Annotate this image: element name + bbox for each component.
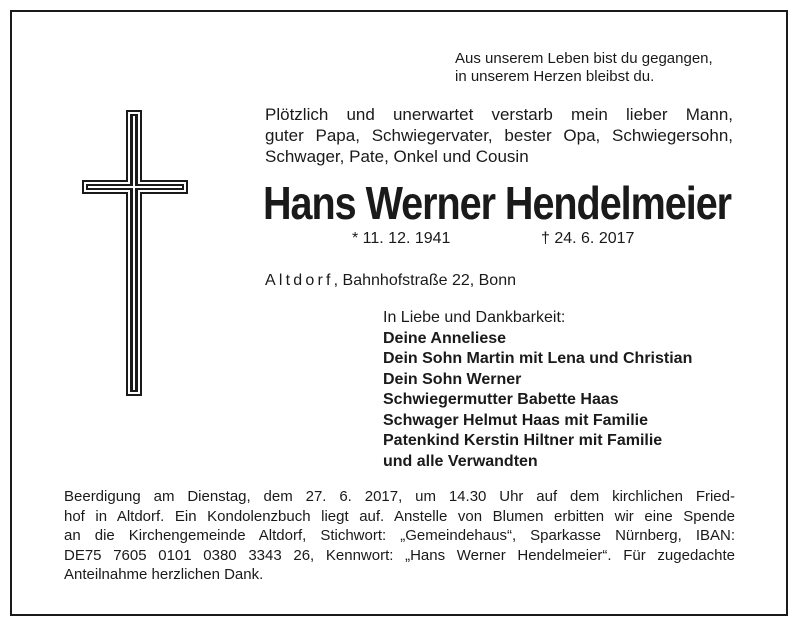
address: [265, 272, 516, 290]
family-member: Deine Anneliese: [383, 329, 507, 347]
family-member: Dein Sohn Werner: [383, 370, 522, 388]
family-member: Schwiegermutter Babette Haas: [383, 391, 619, 408]
family-member: Dein Sohn Martin mit Lena und Christian: [383, 350, 693, 367]
poem: [455, 50, 713, 86]
family-member: Schwager Helmut Haas mit Familie: [383, 411, 648, 429]
address-street: , Bahnhofstraße 22, Bonn: [333, 272, 516, 289]
death-date: † 24. 6. 2017: [541, 230, 635, 247]
family-heading: In Liebe und Dankbarkeit:: [383, 309, 566, 326]
deceased-name: Hans Werner Hendelmeier: [263, 177, 732, 229]
cross-icon: [82, 110, 188, 396]
family-list: [383, 308, 692, 472]
funeral-notice: [64, 487, 735, 585]
intro-line: guter Papa, Schwiegervater, bester Opa, Schwiegersohn,: [265, 126, 733, 145]
notice-line: hof in Altdorf. Ein Kondolenzbuch liegt auf. Anstelle von Blumen erbitten wir eine Spende: [64, 507, 735, 525]
notice-line: Beerdigung am Dienstag, dem 27. 6. 2017, um 14.30 Uhr auf dem kirchlichen Fried-: [64, 488, 735, 505]
intro-text: [265, 104, 733, 167]
family-member: Patenkind Kerstin Hiltner mit Familie: [383, 432, 663, 449]
poem-line: Aus unserem Leben bist du gegangen,: [455, 50, 713, 67]
notice-line: DE75 7605 0101 0380 3343 26, Kennwort: „Hans Werner Hendelmeier“. Für zugedachte: [64, 546, 735, 564]
intro-line: Plötzlich und unerwartet verstarb mein lieber Mann,: [265, 105, 733, 124]
address-town: Altdorf: [265, 272, 334, 289]
poem-line: in unserem Herzen bleibst du.: [455, 68, 655, 85]
family-member: und alle Verwandten: [383, 452, 538, 470]
intro-line: Schwager, Pate, Onkel und Cousin: [265, 147, 529, 166]
notice-line: an die Kirchengemeinde Altdorf, Stichwort: „Gemeindehaus“, Sparkasse Nürnberg, IBAN:: [64, 527, 735, 544]
notice-line: Anteilnahme herzlichen Dank.: [64, 566, 264, 583]
birth-date: * 11. 12. 1941: [352, 230, 451, 247]
